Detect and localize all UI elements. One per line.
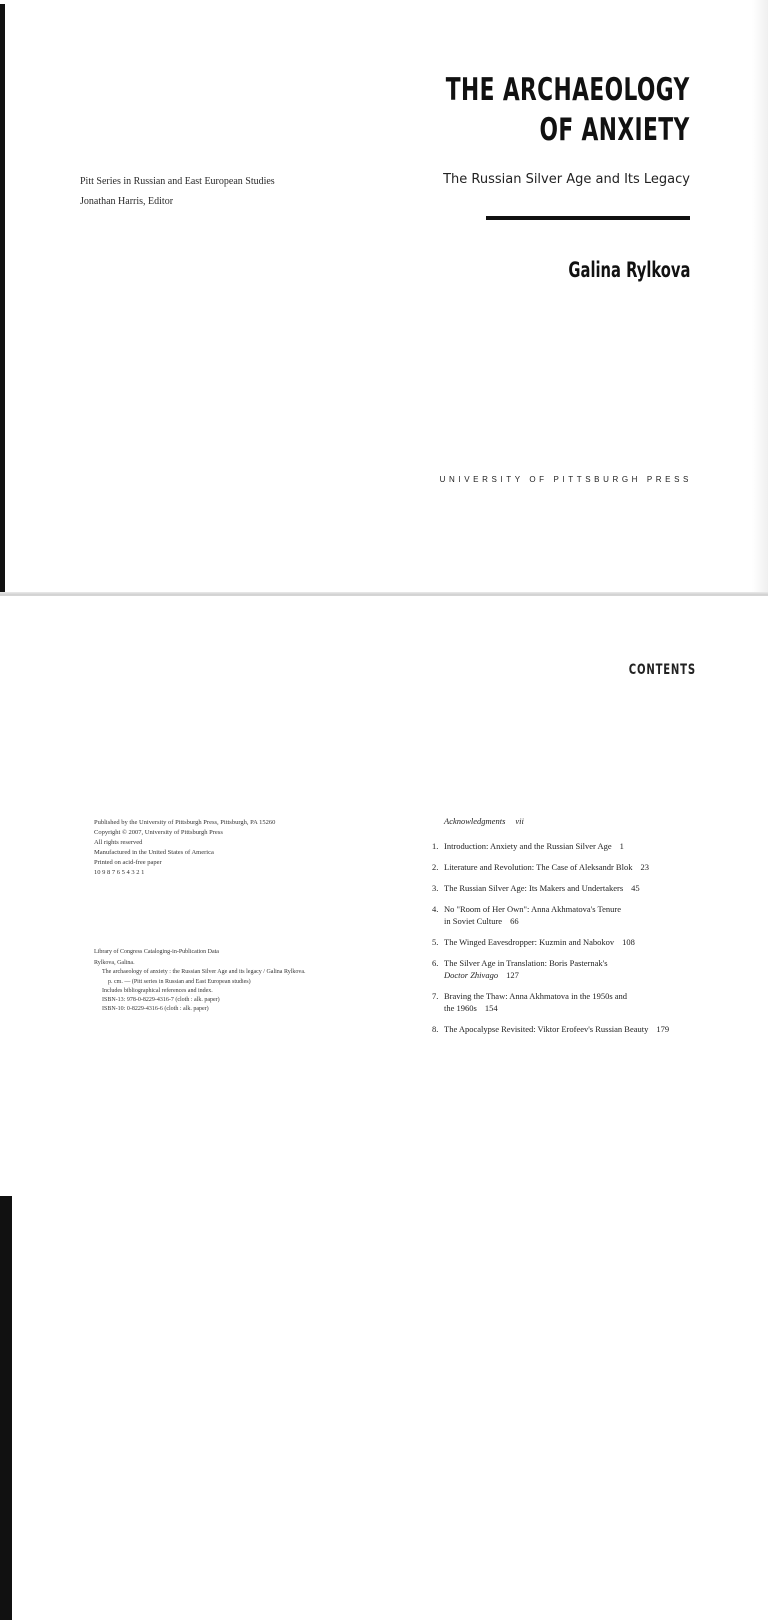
copyright-line: 10 9 8 7 6 5 4 3 2 1 — [94, 869, 145, 876]
publisher-name: UNIVERSITY OF PITTSBURGH PRESS — [439, 475, 692, 484]
toc-number: 2. — [432, 862, 439, 872]
author-name: Galina Rylkova — [568, 258, 690, 282]
toc-page: 108 — [622, 937, 635, 947]
cip-line: ISBN-13: 978-0-8229-4316-7 (cloth : alk. paper) — [102, 997, 220, 1004]
toc-entry — [432, 957, 732, 981]
toc-number: 6. — [432, 958, 439, 968]
cip-heading: Library of Congress Cataloging-in-Publication Data — [94, 949, 219, 955]
cip-line: ISBN-10: 0-8229-4316-6 (cloth : alk. paper) — [102, 1006, 209, 1013]
toc-page: 127 — [506, 970, 519, 980]
toc-label: Acknowledgments — [444, 816, 506, 826]
copyright-line: Printed on acid-free paper — [94, 859, 162, 866]
toc-title: Introduction: Anxiety and the Russian Silver Age — [444, 841, 612, 851]
top-spread — [0, 0, 768, 596]
toc-number: 4. — [432, 904, 439, 914]
toc-page: vii — [515, 816, 524, 826]
series-info — [80, 172, 275, 212]
editor-line: Jonathan Harris, Editor — [80, 196, 174, 207]
title-rule — [486, 216, 690, 220]
toc-entry — [432, 936, 732, 948]
book-subtitle: The Russian Silver Age and Its Legacy — [443, 172, 690, 187]
toc-title-continued: the 1960s — [444, 1003, 477, 1013]
toc-entry — [432, 840, 732, 852]
toc-page: 1 — [619, 841, 624, 851]
toc-entry — [432, 882, 732, 894]
toc-title: Literature and Revolution: The Case of Aleksandr Blok — [444, 862, 633, 872]
toc-title: The Apocalypse Revisited: Viktor Erofeev's Russian Beauty — [444, 1024, 649, 1034]
cip-block — [94, 948, 306, 1014]
toc-entry — [432, 903, 732, 927]
page-edge-shadow — [0, 1196, 12, 1620]
page-edge-highlight — [752, 0, 768, 596]
toc-title: The Winged Eavesdropper: Kuzmin and Nabokov — [444, 937, 615, 947]
cip-line: p. cm. — (Pitt series in Russian and East European studies) — [108, 978, 251, 985]
toc-acknowledgments — [444, 816, 732, 826]
toc-title-continued: in Soviet Culture — [444, 916, 503, 926]
toc-number: 8. — [432, 1024, 439, 1034]
toc-title: The Russian Silver Age: Its Makers and Undertakers — [444, 883, 624, 893]
toc-entry — [432, 990, 732, 1014]
toc-entry — [432, 861, 732, 873]
page-edge-shadow — [0, 4, 5, 594]
copyright-line: Published by the University of Pittsburgh Press, Pittsburgh, PA 15260 — [94, 819, 276, 826]
title-line-2: OF ANXIETY — [539, 112, 690, 148]
contents-heading: CONTENTS — [628, 662, 696, 678]
toc-entry — [432, 1023, 732, 1035]
table-of-contents — [432, 816, 732, 1044]
title-line-1: THE ARCHAEOLOGY — [446, 72, 690, 108]
toc-page: 45 — [631, 883, 640, 893]
toc-number: 1. — [432, 841, 439, 851]
toc-number: 3. — [432, 883, 439, 893]
series-line: Pitt Series in Russian and East European Studies — [80, 176, 275, 187]
copyright-line: Copyright © 2007, University of Pittsburgh Press — [94, 829, 223, 836]
bottom-spread — [0, 596, 768, 1034]
toc-number: 7. — [432, 991, 439, 1001]
copyright-line: All rights reserved — [94, 839, 143, 846]
book-title — [377, 70, 690, 150]
toc-number: 5. — [432, 937, 439, 947]
toc-title: Braving the Thaw: Anna Akhmatova in the 1950s and — [444, 991, 628, 1001]
cip-line: The archaeology of anxiety : the Russian Silver Age and its legacy / Galina Rylkova. — [102, 969, 306, 976]
cip-line: Includes bibliographical references and index. — [102, 987, 213, 994]
toc-title-continued: Doctor Zhivago — [444, 970, 499, 980]
toc-title: The Silver Age in Translation: Boris Pasternak's — [444, 958, 608, 968]
toc-page: 23 — [640, 862, 649, 872]
copyright-line: Manufactured in the United States of America — [94, 849, 214, 856]
toc-page: 66 — [510, 916, 519, 926]
cip-line: Rylkova, Galina. — [94, 960, 135, 967]
toc-title: No "Room of Her Own": Anna Akhmatova's Tenure — [444, 904, 621, 914]
toc-page: 179 — [656, 1024, 670, 1034]
copyright-block — [94, 818, 275, 878]
toc-page: 154 — [484, 1003, 498, 1013]
